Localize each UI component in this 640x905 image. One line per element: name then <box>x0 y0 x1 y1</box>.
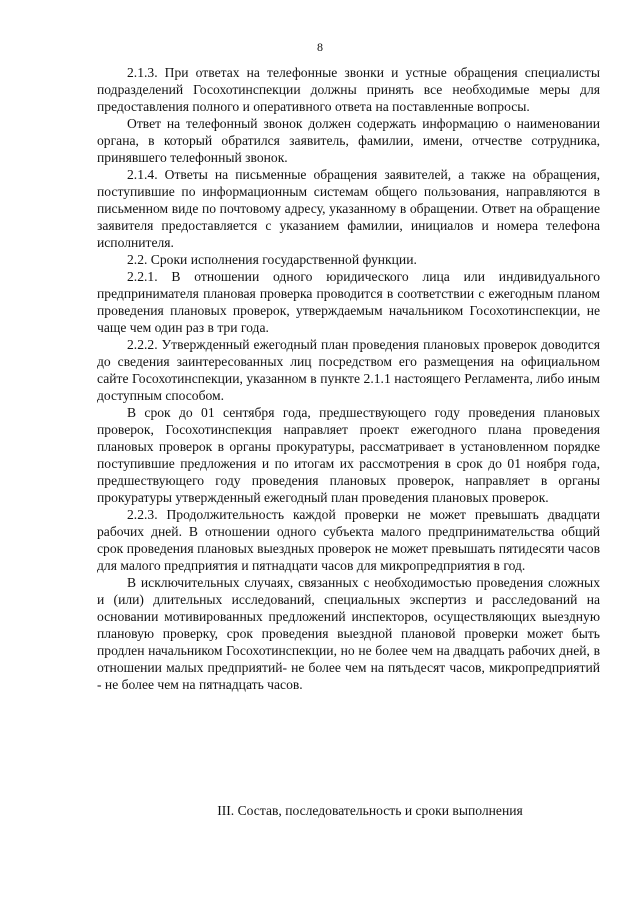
paragraph-2-1-4: 2.1.4. Ответы на письменные обращения заявителей, а также на обращения, поступившие по информационным системам общего пользования, направляются в письменном виде по почтовому адресу, указанному в обращении. Ответ на обращение заявителя предоставляется с указанием фамилии, инициалов и номера телефона исполнителя. <box>97 167 600 250</box>
document-body <box>97 64 600 693</box>
paragraph-2-2: 2.2. Сроки исполнения государственной функции. <box>127 252 417 267</box>
paragraph-2-2-3: 2.2.3. Продолжительность каждой проверки не может превышать двадцати рабочих дней. В отношении одного субъекта малого предпринимательства общий срок проведения плановых выездных проверок не может превышать пятидесяти часов для малого предприятия и пятнадцати часов для микропредприятия в год. <box>97 507 600 573</box>
paragraph-exceptional-cases: В исключительных случаях, связанных с необходимостью проведения сложных и (или) длительных исследований, специальных экспертиз и расследований на основании мотивированных предложений инспекторов, осуществляющих выездную плановую проверку, срок проведения выездной плановой проверки может быть продлен начальником Госохотинспекции, но не более чем на двадцать рабочих дней, в отношении малых предприятий- не более чем на пятьдесят часов, микропредприятий - не более чем на пятнадцать часов. <box>97 575 600 692</box>
paragraph-plan-deadline: В срок до 01 сентября года, предшествующего году проведения плановых проверок, Госохотинспекция направляет проект ежегодного плана проведения плановых проверок в органы прокуратуры, рассматривает в установленном порядке поступившие предложения и по итогам их рассмотрения в срок до 01 ноября года, предшествующего году проведения плановых проверок, направляет в органы прокуратуры утвержденный ежегодный план проведения плановых проверок. <box>97 405 600 505</box>
page-number: 8 <box>317 40 323 54</box>
paragraph-2-2-1: 2.2.1. В отношении одного юридического лица или индивидуального предпринимателя плановая проверка проводится в соответствии с ежегодным планом проведения плановых проверок, утверждаемым начальником Госохотинспекции, не чаще чем один раз в три года. <box>97 269 600 335</box>
paragraph-2-2-2: 2.2.2. Утвержденный ежегодный план проведения плановых проверок доводится до сведения заинтересованных лиц посредством его размещения на официальном сайте Госохотинспекции, указанном в пункте 2.1.1 настоящего Регламента, либо иным доступным способом. <box>97 337 600 403</box>
section-heading: III. Состав, последовательность и сроки выполнения <box>217 803 523 818</box>
paragraph-phone-answer: Ответ на телефонный звонок должен содержать информацию о наименовании органа, в который обратился заявитель, фамилии, имени, отчестве сотрудника, принявшего телефонный звонок. <box>97 116 600 165</box>
paragraph-2-1-3: 2.1.3. При ответах на телефонные звонки и устные обращения специалисты подразделений Госохотинспекции должны принять все необходимые меры для предоставления полного и оперативного ответа на поставленные вопросы. <box>97 65 600 114</box>
